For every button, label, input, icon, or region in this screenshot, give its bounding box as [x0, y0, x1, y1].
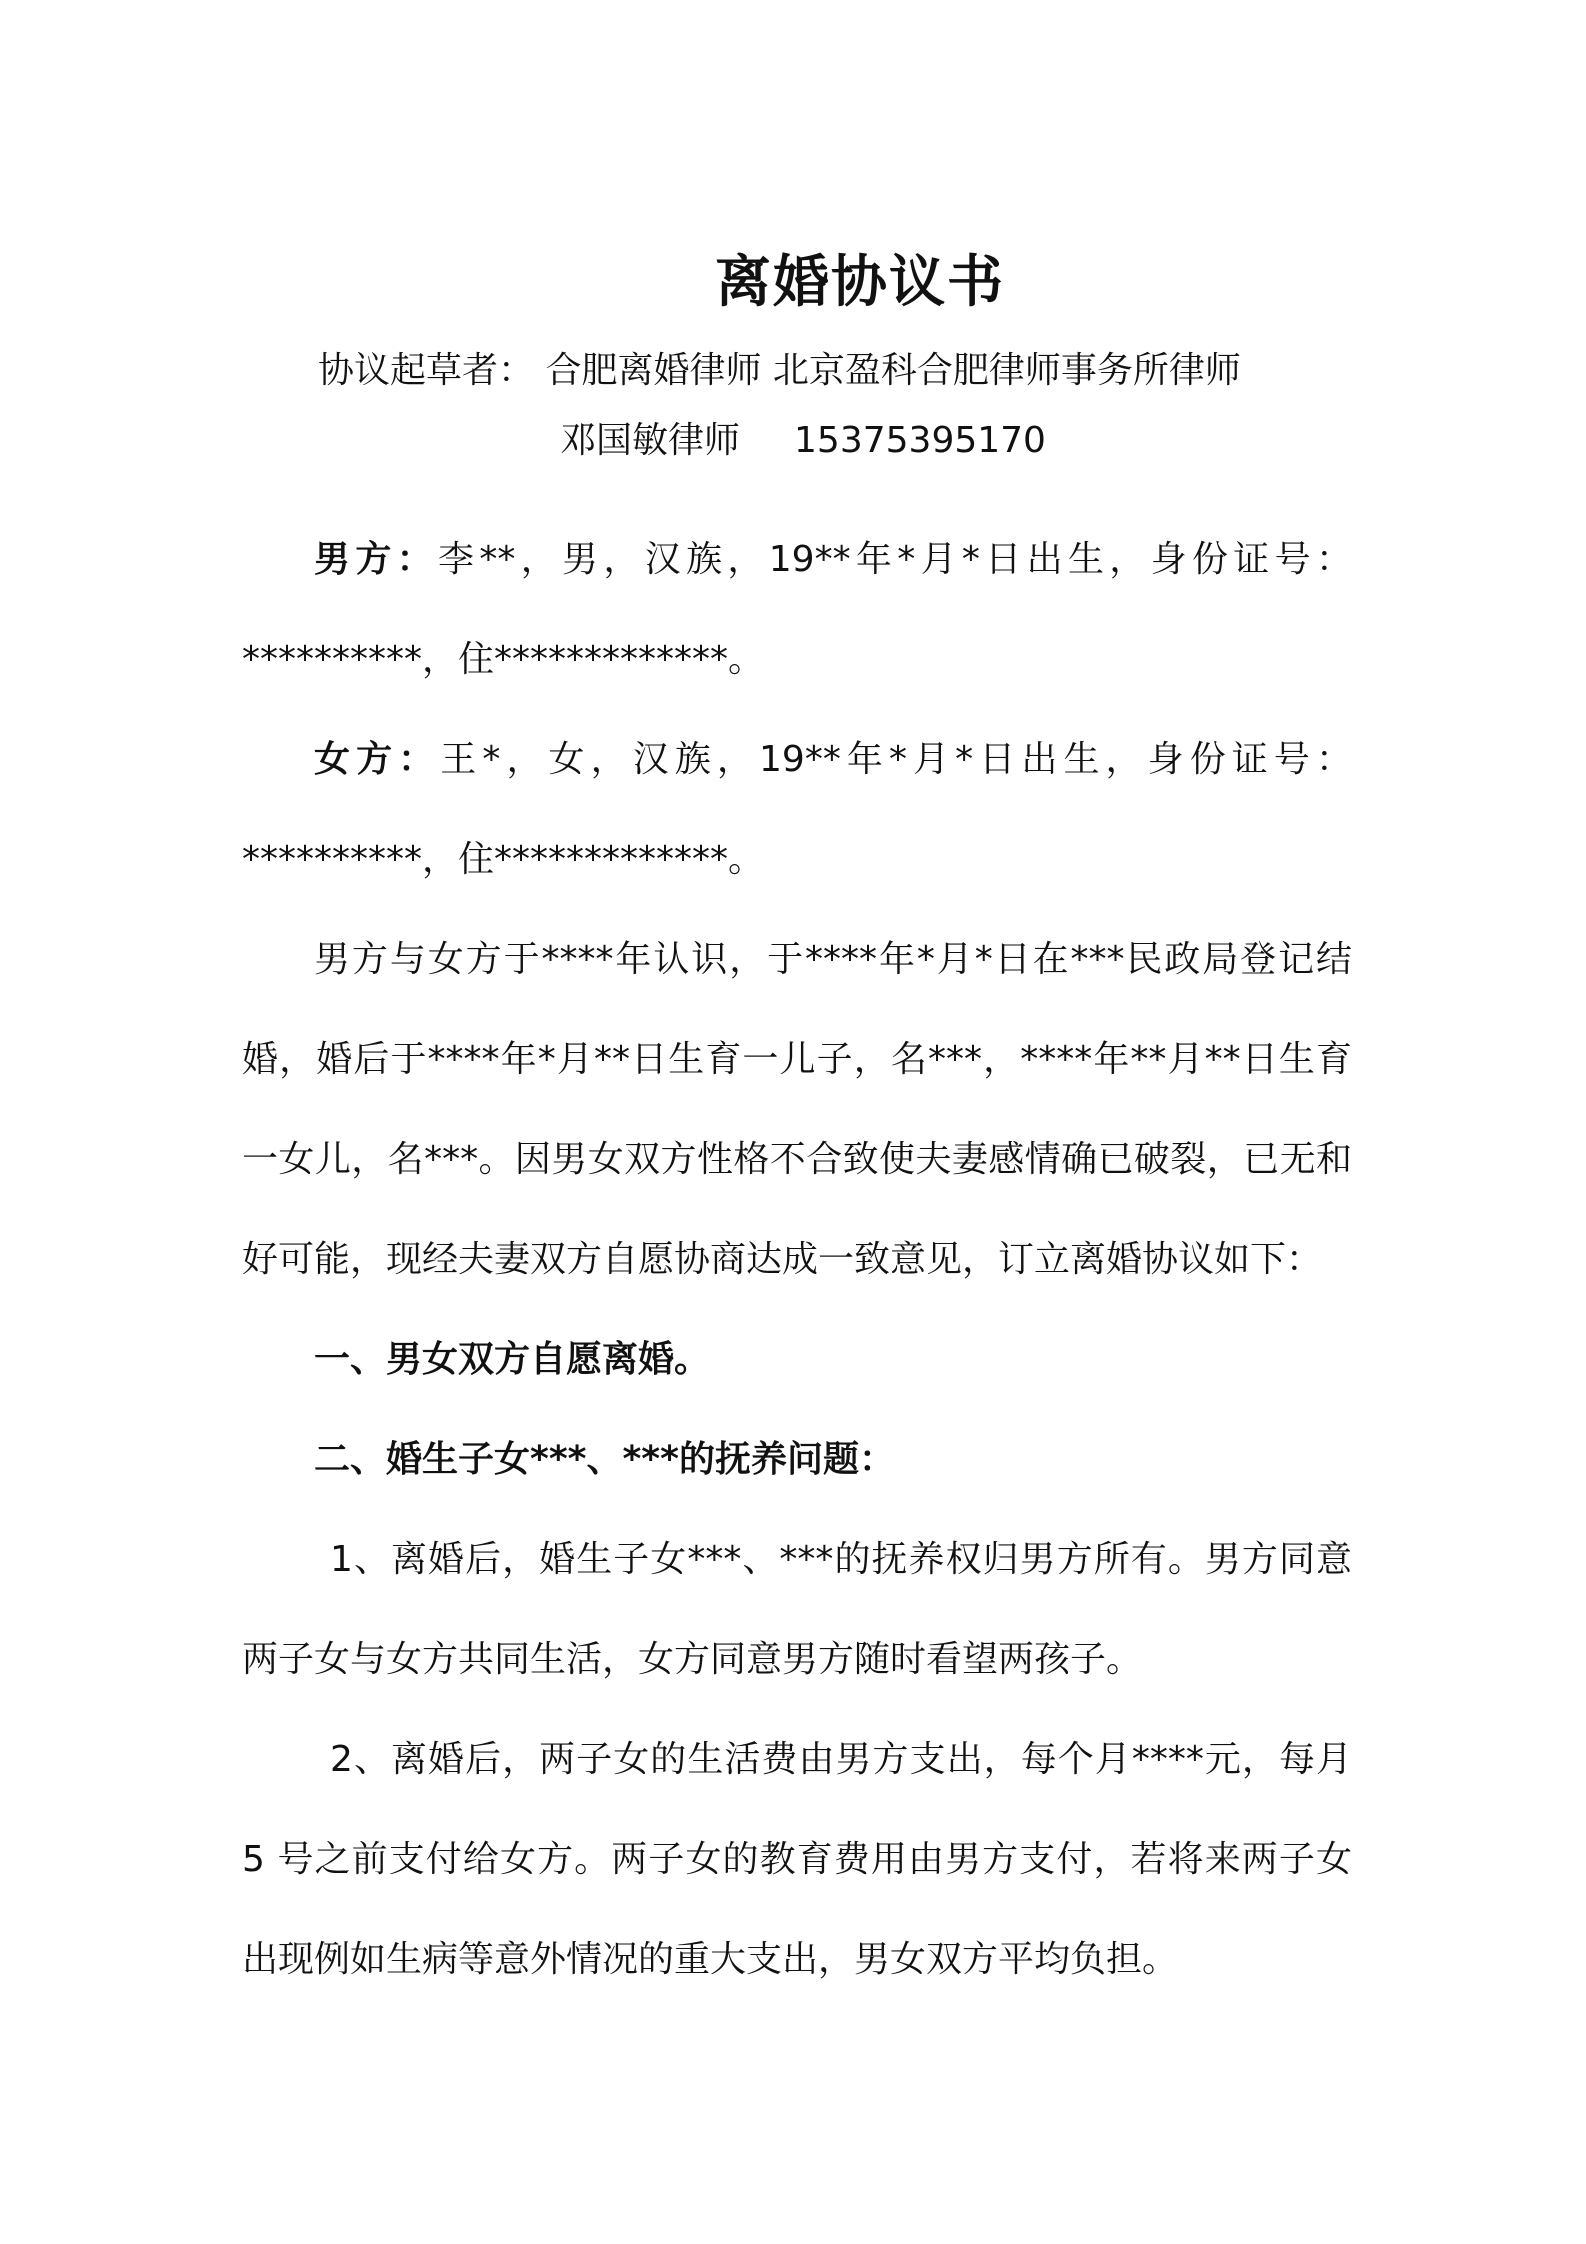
clause-2-item-1: 1、离婚后，婚生子女***、***的抚养权归男方所有。男方同意两子女与女方共同生活，女方同意男方随时看望两孩子。: [242, 1539, 1352, 1680]
drafter-label: 协议起草者：: [318, 350, 535, 391]
husband-info: 李**，男，汉族，19**年*月*日出生，身份证号：**********，住*************。: [242, 539, 1352, 680]
intro-paragraph: 男方与女方于****年认识，于****年*月*日在***民政局登记结婚，婚后于****年*月**日生育一儿子，名***，****年**月**日生育一女儿，名***。因男女双方性格不合致使夫妻感情确已破裂，已无和好可能，现经夫妻双方自愿协商达成一致意见，订立离婚协议如下：: [242, 939, 1352, 1280]
husband-paragraph: [242, 510, 1352, 710]
wife-info: 王*，女，汉族，19**年*月*日出生，身份证号：**********，住*************。: [242, 739, 1352, 880]
drafter-line-2: [560, 416, 1046, 466]
clause-2: 二、婚生子女***、***的抚养问题：: [314, 1439, 895, 1480]
drafter-firm: 合肥离婚律师 北京盈科合肥律师事务所律师: [545, 350, 1241, 391]
husband-label: 男方：: [314, 539, 439, 580]
drafter-phone: 15375395170: [794, 420, 1046, 461]
document-body: [242, 510, 1352, 2010]
drafter-line-1: [318, 346, 1241, 396]
drafter-name: 邓国敏律师: [560, 420, 741, 461]
document-title: 离婚协议书: [715, 250, 1005, 315]
wife-paragraph: [242, 710, 1352, 910]
clause-2-item-2: 2、离婚后，两子女的生活费由男方支出，每个月****元，每月 5 号之前支付给女方。两子女的教育费用由男方支付，若将来两子女出现例如生病等意外情况的重大支出，男女双方平均负担。: [242, 1739, 1352, 1980]
wife-label: 女方：: [314, 739, 441, 780]
clause-1: 一、男女双方自愿离婚。: [314, 1339, 711, 1380]
